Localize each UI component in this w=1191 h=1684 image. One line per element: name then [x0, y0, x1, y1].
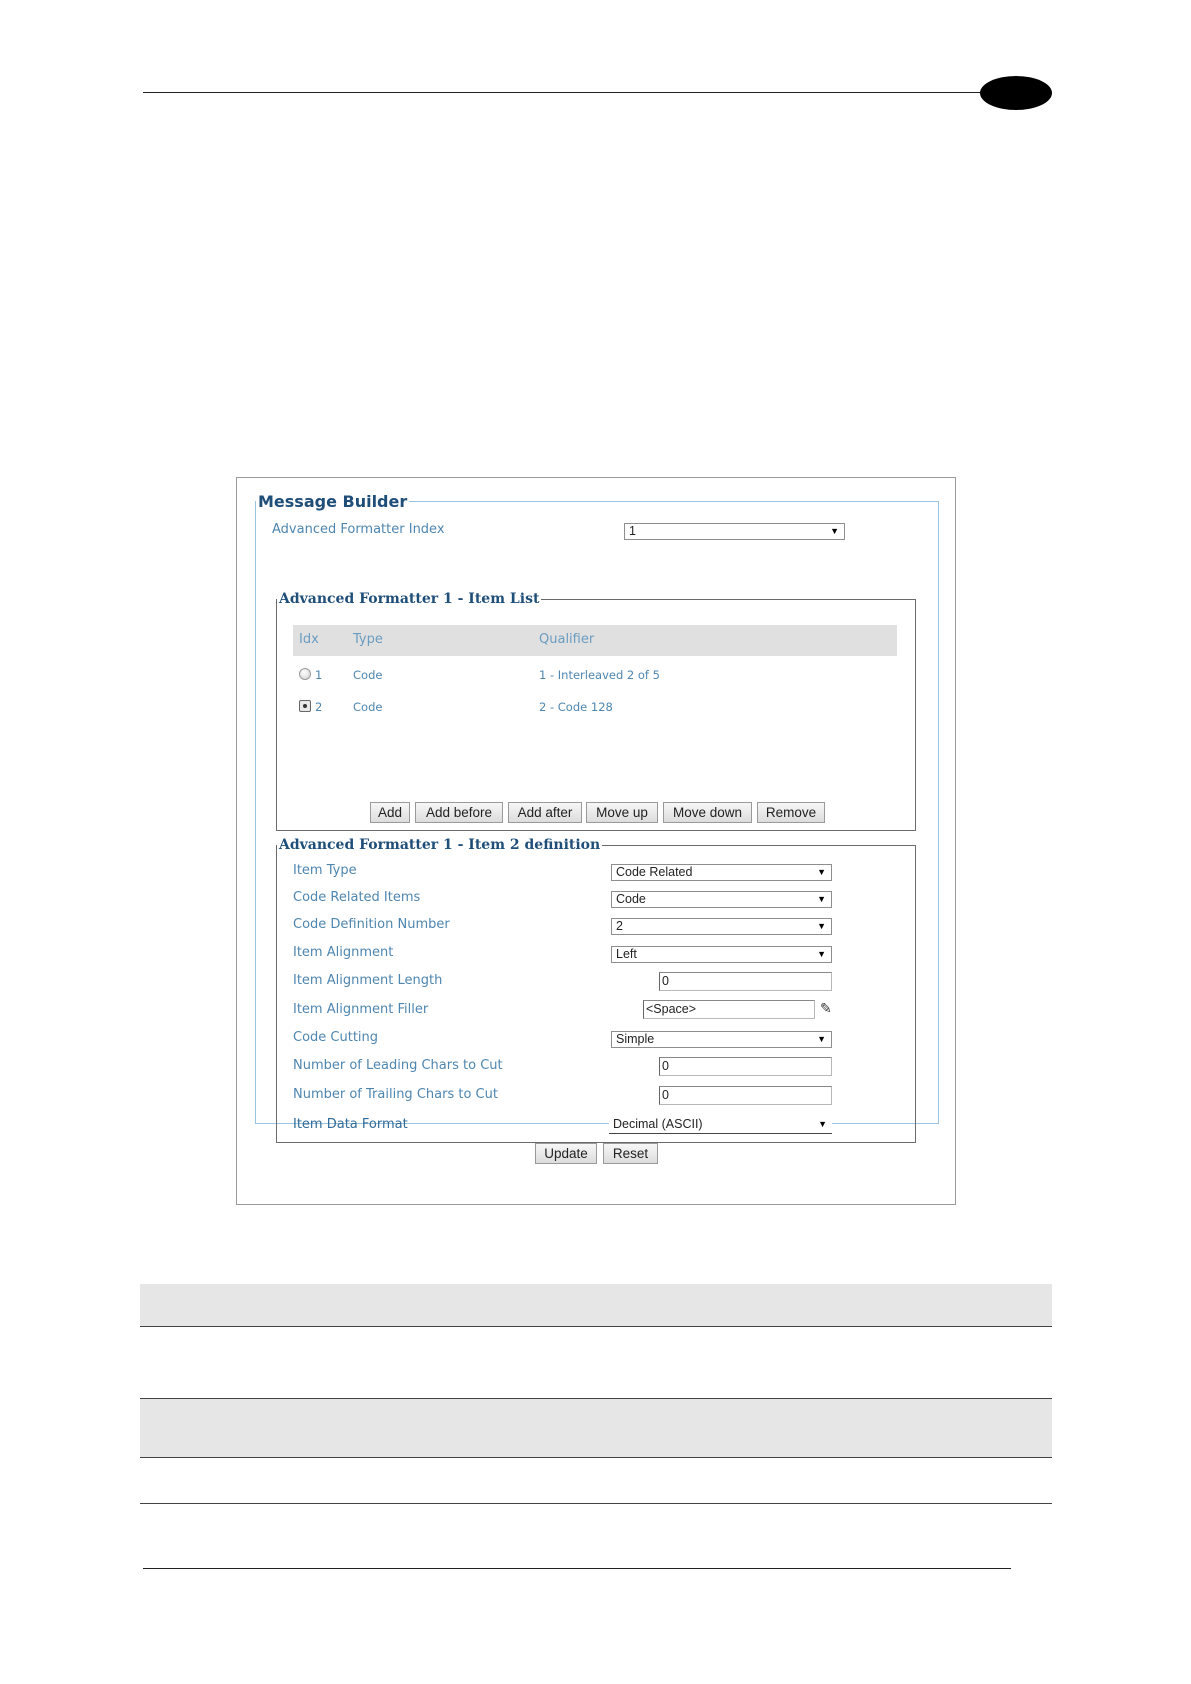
formatter-index-value: 1	[629, 524, 636, 538]
trailing-chars-label: Number of Trailing Chars to Cut	[293, 1087, 498, 1102]
item-list-title: Advanced Formatter 1 - Item List	[279, 591, 540, 607]
move-up-button[interactable]: Move up	[586, 802, 658, 823]
triangle-down-icon: ▼	[817, 894, 826, 904]
table-divider	[140, 1326, 1052, 1327]
header-rule	[143, 92, 983, 93]
triangle-down-icon: ▼	[817, 867, 826, 877]
row-select-radio[interactable]	[299, 668, 311, 680]
item-type-label: Item Type	[293, 863, 357, 878]
item-list-panel	[276, 591, 916, 831]
item-type-value: Code Related	[616, 865, 693, 879]
remove-button[interactable]: Remove	[757, 802, 825, 823]
leading-chars-label: Number of Leading Chars to Cut	[293, 1058, 503, 1073]
row-qualifier: 2 - Code 128	[539, 700, 613, 714]
item-type-select[interactable]	[611, 864, 832, 881]
add-button[interactable]: Add	[370, 802, 410, 823]
item-data-format-select[interactable]	[609, 1117, 832, 1134]
item-data-format-value: Decimal (ASCII)	[613, 1117, 703, 1131]
column-idx: Idx	[299, 632, 319, 647]
formatter-index-label: Advanced Formatter Index	[272, 522, 445, 537]
item-alignment-length-label: Item Alignment Length	[293, 973, 443, 988]
item-definition-panel	[276, 837, 916, 1143]
code-definition-number-label: Code Definition Number	[293, 917, 450, 932]
code-cutting-value: Simple	[616, 1032, 655, 1046]
table-divider	[140, 1503, 1052, 1504]
item-alignment-length-input[interactable]: 0	[659, 972, 832, 991]
row-idx: 1	[315, 668, 323, 682]
item-list-header	[293, 625, 897, 656]
code-definition-number-select[interactable]	[611, 918, 832, 935]
message-builder-title: Message Builder	[258, 492, 408, 511]
item-alignment-filler-label: Item Alignment Filler	[293, 1002, 429, 1017]
item-data-format-label: Item Data Format	[293, 1117, 408, 1132]
code-related-items-select[interactable]	[611, 891, 832, 908]
row-qualifier: 1 - Interleaved 2 of 5	[539, 668, 660, 682]
triangle-down-icon: ▼	[817, 949, 826, 959]
table-divider	[140, 1457, 1052, 1458]
row-select-radio[interactable]	[299, 700, 311, 712]
table-header-band	[140, 1399, 1052, 1457]
column-type: Type	[353, 632, 383, 647]
message-builder-panel	[255, 492, 939, 1132]
item-alignment-select[interactable]	[611, 946, 832, 963]
column-qualifier: Qualifier	[539, 632, 595, 647]
code-cutting-label: Code Cutting	[293, 1030, 379, 1045]
update-button[interactable]: Update	[535, 1143, 597, 1164]
add-after-button[interactable]: Add after	[508, 802, 582, 823]
item-definition-title: Advanced Formatter 1 - Item 2 definition	[279, 837, 601, 853]
message-builder-screenshot	[236, 477, 956, 1205]
row-type: Code	[353, 700, 383, 714]
code-cutting-select[interactable]	[611, 1031, 832, 1048]
move-down-button[interactable]: Move down	[663, 802, 752, 823]
footer-rule	[143, 1568, 1011, 1569]
item-alignment-label: Item Alignment	[293, 945, 394, 960]
leading-chars-input[interactable]: 0	[659, 1057, 832, 1076]
row-type: Code	[353, 668, 383, 682]
triangle-down-icon: ▼	[817, 1034, 826, 1044]
item-alignment-value: Left	[616, 947, 637, 961]
table-row[interactable]	[293, 665, 897, 687]
code-related-items-value: Code	[616, 892, 646, 906]
trailing-chars-input[interactable]: 0	[659, 1086, 832, 1105]
table-header-band	[140, 1284, 1052, 1326]
code-related-items-label: Code Related Items	[293, 890, 421, 905]
code-definition-number-value: 2	[616, 919, 623, 933]
formatter-index-select[interactable]	[624, 523, 845, 540]
reset-button[interactable]: Reset	[603, 1143, 658, 1164]
triangle-down-icon: ▼	[818, 1119, 827, 1129]
item-alignment-filler-input[interactable]: <Space>	[643, 1000, 815, 1019]
add-before-button[interactable]: Add before	[415, 802, 503, 823]
page-number-oval	[980, 76, 1052, 110]
triangle-down-icon: ▼	[817, 921, 826, 931]
triangle-down-icon: ▼	[830, 526, 839, 536]
row-idx: 2	[315, 700, 323, 714]
pencil-icon[interactable]: ✎	[820, 1001, 832, 1017]
table-row[interactable]	[293, 697, 897, 719]
